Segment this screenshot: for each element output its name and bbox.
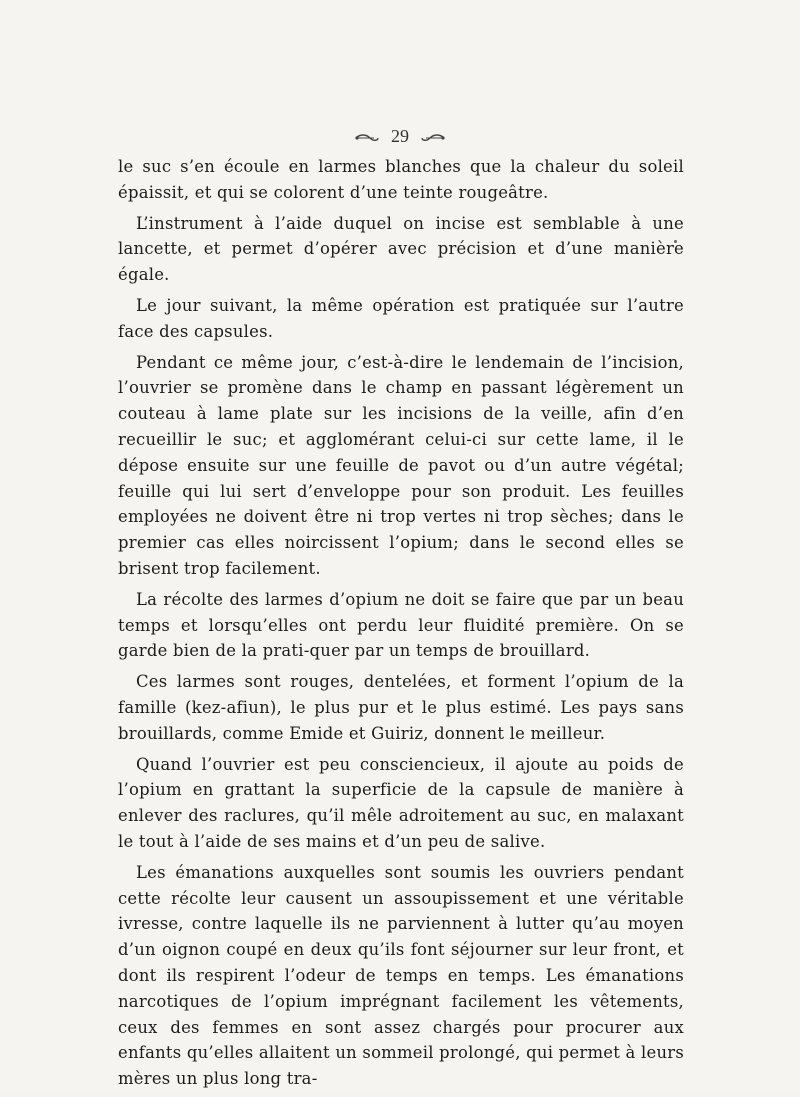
paragraph: L’instrument à l’aide duquel on incise est semblable à une lancette, et permet d’opérer avec précision et d’une manière égale. bbox=[118, 213, 684, 285]
page-header bbox=[0, 126, 800, 147]
paragraph: Pendant ce même jour, c’est-à-dire le lendemain de l’incision, l’ouvrier se promène dans le champ en passant légèrement un couteau à lame plate sur les incisions de la veille, afin d’en recueillir le suc; et agglomérant celui-ci sur cette lame, il le dépose ensuite sur une feuille de pavot ou d’un autre végétal; feuille qui lui sert d’enveloppe pour son produit. Les feuilles employées ne doivent être ni trop vertes ni trop sèches; dans le premier cas elles noircissent l’opium; dans le second elles se brisent trop facilement. bbox=[118, 352, 684, 578]
left-ornament-icon bbox=[354, 133, 380, 143]
paragraph: Les émanations auxquelles sont soumis les ouvriers pendant cette récolte leur causent un assoupissement et une véritable ivresse, contre laquelle ils ne parviennent à lutter qu’au moyen d’un oignon coupé en deux qu’ils font séjourner sur leur front, et dont ils respirent l’odeur de temps en temps. Les émanations narcotiques de l’opium imprégnant facilement les vêtements, ceux des femmes en sont assez chargés pour procurer aux enfants qu’elles allaitent un sommeil prolongé, qui permet à leurs mères un plus long tra- bbox=[118, 862, 684, 1089]
paragraph: Le jour suivant, la même opération est pratiquée sur l’autre face des capsules. bbox=[118, 295, 684, 341]
paragraph: La récolte des larmes d’opium ne doit se faire que par un beau temps et lorsqu’elles ont perdu leur fluidité première. On se garde bien de la prati-quer par un temps de brouillard. bbox=[118, 589, 684, 661]
paragraph: le suc s’en écoule en larmes blanches que la chaleur du soleil épaissit, et qui se colorent d’une teinte rougeâtre. bbox=[118, 157, 684, 202]
right-ornament-icon bbox=[420, 133, 446, 143]
body-text bbox=[118, 154, 684, 1097]
page-number: 29 bbox=[391, 126, 409, 146]
paragraph: Ces larmes sont rouges, dentelées, et forment l’opium de la famille (kez-afiun), le plus pur et le plus estimé. Les pays sans brouillards, comme Emide et Guiriz, donnent le meilleur. bbox=[118, 672, 684, 743]
paragraph: Quand l’ouvrier est peu consciencieux, il ajoute au poids de l’opium en grattant la superficie de la capsule de manière à enlever des raclures, qu’il mêle adroitement au suc, en malaxant le tout à l’aide de ses mains et d’un peu de salive. bbox=[118, 754, 684, 851]
